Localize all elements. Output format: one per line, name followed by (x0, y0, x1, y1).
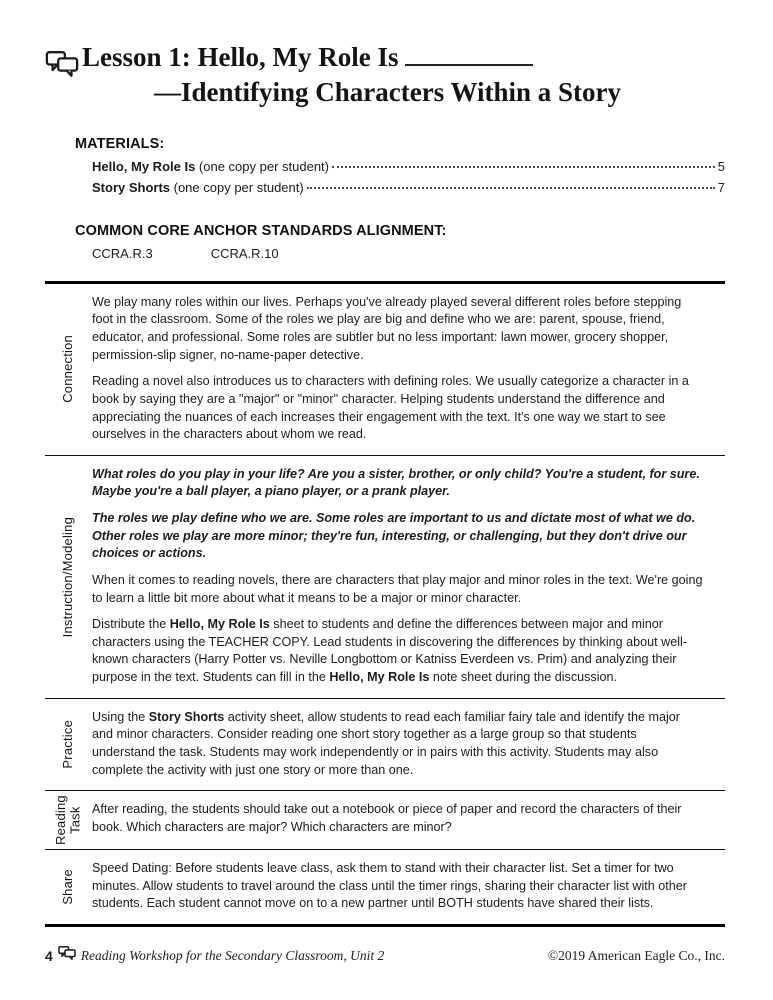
text-segment: activity sheet, allow students to read each familiar fairy tale and identify the major and minor characters. Consider reading one short story together as a large group so that students understand the task. Students may work independently or in pairs with this activity. Students may also complete the activity with just one story or more than one. (92, 709, 680, 777)
text-segment: Distribute the (92, 617, 170, 632)
paragraph (92, 572, 703, 607)
section-label: Instruction/Modeling (60, 516, 76, 637)
paragraph (92, 801, 703, 836)
speech-bubbles-icon (45, 40, 79, 79)
section-practice (45, 699, 725, 792)
section-instruction-modeling (45, 456, 725, 699)
text-segment-bold: Story Shorts (148, 709, 225, 724)
speech-bubbles-icon (58, 945, 76, 966)
text-segment: Speed Dating: Before students leave class, ask them to stand with their character list. Set a timer for two minutes. Allow students to travel around the class until the timer rings, sharing their character list with other students. Each student cannot move on to a new partner until BOTH students have shared their lists. (92, 861, 687, 911)
section-label-column (45, 284, 92, 455)
text-segment: What roles do you play in your life? Are you a sister, brother, or only child? You're a student, for sure. Maybe you're a ball player, a piano player, or a prank player. (92, 466, 700, 499)
materials-item (92, 157, 725, 178)
section-label: Reading Task (53, 795, 83, 846)
standards-block (45, 223, 725, 261)
lesson-table (45, 281, 725, 927)
materials-item-page: 7 (717, 179, 725, 195)
section-label: Share (60, 869, 76, 905)
materials-item-page: 5 (717, 159, 725, 175)
text-segment: sheet to students and define the differences between major and minor characters using the TEACHER COPY. Lead students in discovering the differences by thinking about well-known characters (Harry Potter vs. Neville Longbottom or Katniss Everdeen vs. Prim) and analyzing their purpose in the text. Students can fill in the (92, 617, 688, 685)
text-segment-bold: Hello, My Role Is (329, 670, 430, 685)
text-segment-bold: Hello, My Role Is (169, 617, 270, 632)
text-segment: Reading a novel also introduces us to characters with defining roles. We usually categorize a character in a book by saying they are a "major" or "minor" character. Helping students understand the difference and appreciating the nuances of each increases their engagement with the text. It's one way we start to see ourselves in the characters about whom we read. (92, 374, 689, 442)
footer-left (45, 945, 384, 966)
section-content (92, 284, 725, 455)
materials-item (92, 178, 725, 199)
section-share (45, 850, 725, 924)
materials-list (75, 157, 725, 199)
standard-code: CCRA.R.3 (92, 245, 153, 261)
title-block (45, 40, 725, 110)
section-label: Practice (60, 720, 76, 769)
section-content (92, 791, 725, 849)
page-number: 4 (45, 947, 53, 964)
text-segment: note sheet during the discussion. (429, 670, 618, 685)
blank-line (405, 64, 533, 66)
section-label-column (45, 791, 92, 849)
text-segment: The roles we play define who we are. Some roles are important to us and dictate most of what we do. Other roles we play are more minor; they're fun, interesting, or challenging, but they don't drive our choices or actions. (92, 511, 696, 561)
dot-leader (307, 187, 715, 189)
copyright-notice: ©2019 American Eagle Co., Inc. (547, 947, 725, 963)
section-reading-task (45, 791, 725, 850)
page-footer (45, 945, 725, 966)
paragraph (92, 373, 703, 444)
title-text-1: Lesson 1: Hello, My Role Is (82, 42, 399, 72)
text-segment: When it comes to reading novels, there are characters that play major and minor roles in the text. We're going to learn a little bit more about what it means to be a major or minor character. (92, 572, 703, 605)
standards-codes (75, 246, 725, 261)
paragraph-script (92, 510, 703, 563)
materials-item-title: Hello, My Role Is (92, 159, 196, 175)
materials-item-title: Story Shorts (92, 179, 171, 195)
dot-leader (332, 166, 715, 168)
paragraph (92, 294, 703, 365)
materials-item-desc: (one copy per student) (195, 159, 330, 175)
paragraph (92, 616, 703, 687)
section-label-column (45, 699, 92, 791)
book-title: Reading Workshop for the Secondary Classroom, Unit 2 (80, 947, 385, 963)
section-content (92, 850, 725, 924)
materials-block (45, 136, 725, 199)
materials-item-name (92, 157, 329, 178)
text-segment: We play many roles within our lives. Perhaps you've already played several different roles before stepping foot in the classroom. Some of the roles we play are big and define who we are: parent, spouse, friend, educator, and professional. Some roles are subtler but no less important: lawn mower, grocery shopper, permission-slip signer, no-name-paper detective. (92, 294, 682, 362)
standards-heading: COMMON CORE ANCHOR STANDARDS ALIGNMENT: (75, 222, 447, 239)
text-segment: Using the (92, 709, 149, 724)
paragraph-script (92, 466, 703, 501)
materials-item-desc: (one copy per student) (170, 179, 304, 195)
title-line-2: —Identifying Characters Within a Story (154, 77, 622, 108)
section-label-column (45, 850, 92, 924)
materials-heading: MATERIALS: (75, 136, 165, 153)
section-label: Connection (60, 335, 76, 404)
paragraph (92, 860, 703, 913)
standard-code: CCRA.R.10 (210, 245, 279, 261)
title-line-1 (82, 40, 621, 75)
text-segment: After reading, the students should take out a notebook or piece of paper and record the characters of their book. Which characters are major? Which characters are minor? (92, 802, 682, 834)
section-content (92, 699, 725, 791)
section-content (92, 456, 725, 698)
page-title (82, 40, 621, 110)
paragraph (92, 709, 703, 780)
section-connection (45, 284, 725, 456)
section-label-column (45, 456, 92, 698)
materials-item-name (92, 178, 304, 199)
